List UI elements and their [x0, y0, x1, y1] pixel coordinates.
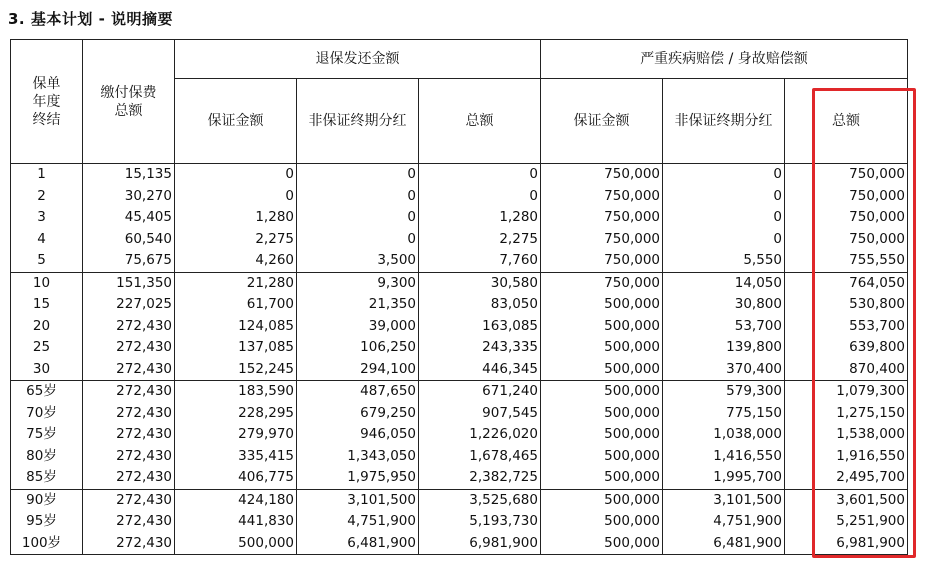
- table-cell: 764,050: [785, 272, 908, 294]
- header-surrender-non-guaranteed: 非保证终期分红: [297, 79, 419, 164]
- table-cell: 500,000: [541, 424, 663, 446]
- table-body: [11, 164, 908, 555]
- table-cell: 750,000: [541, 229, 663, 251]
- table-cell: 39,000: [297, 316, 419, 338]
- table-cell: 243,335: [419, 337, 541, 359]
- table-row: [11, 511, 908, 533]
- table-row: [11, 186, 908, 208]
- table-cell: 5,251,900: [785, 511, 908, 533]
- table-cell: 272,430: [83, 316, 175, 338]
- table-cell: 15,135: [83, 164, 175, 186]
- table-row: [11, 489, 908, 511]
- header-death-guaranteed: 保证金额: [541, 79, 663, 164]
- table-cell: 1,995,700: [663, 467, 785, 489]
- header-surrender-guaranteed: 保证金额: [175, 79, 297, 164]
- table-cell: 21,280: [175, 272, 297, 294]
- table-cell: 1,280: [175, 207, 297, 229]
- table-cell: 4,751,900: [297, 511, 419, 533]
- table-cell: 500,000: [541, 294, 663, 316]
- table-cell: 272,430: [83, 403, 175, 425]
- table-row: [11, 337, 908, 359]
- table-cell: 750,000: [541, 186, 663, 208]
- table-cell: 53,700: [663, 316, 785, 338]
- table-cell: 1,678,465: [419, 446, 541, 468]
- table-cell: 2,382,725: [419, 467, 541, 489]
- table-cell: 5,193,730: [419, 511, 541, 533]
- table-cell: 0: [419, 164, 541, 186]
- header-surrender-group: 退保发还金额: [175, 40, 541, 79]
- table-cell: 500,000: [541, 381, 663, 403]
- table-cell: 20: [11, 316, 83, 338]
- table-cell: 139,800: [663, 337, 785, 359]
- table-cell: 750,000: [785, 207, 908, 229]
- table-cell: 75,675: [83, 250, 175, 272]
- table-row: [11, 316, 908, 338]
- table-cell: 0: [297, 207, 419, 229]
- table-cell: 2,275: [175, 229, 297, 251]
- table-cell: 639,800: [785, 337, 908, 359]
- table-cell: 4: [11, 229, 83, 251]
- table-cell: 0: [297, 186, 419, 208]
- table-cell: 487,650: [297, 381, 419, 403]
- table-cell: 163,085: [419, 316, 541, 338]
- table-cell: 6,481,900: [663, 533, 785, 555]
- table-cell: 272,430: [83, 489, 175, 511]
- table-cell: 500,000: [541, 446, 663, 468]
- table-cell: 1,280: [419, 207, 541, 229]
- table-row: [11, 446, 908, 468]
- table-cell: 530,800: [785, 294, 908, 316]
- table-cell: 25: [11, 337, 83, 359]
- table-cell: 85岁: [11, 467, 83, 489]
- table-cell: 0: [663, 186, 785, 208]
- table-cell: 272,430: [83, 337, 175, 359]
- table-cell: 30,270: [83, 186, 175, 208]
- table-cell: 272,430: [83, 533, 175, 555]
- table-cell: 1,416,550: [663, 446, 785, 468]
- table-cell: 446,345: [419, 359, 541, 381]
- header-surrender-total: 总额: [419, 79, 541, 164]
- table-cell: 30,800: [663, 294, 785, 316]
- table-cell: 14,050: [663, 272, 785, 294]
- header-premium-total: 缴付保费 总额: [83, 40, 175, 164]
- table-cell: 0: [297, 164, 419, 186]
- table-cell: 30: [11, 359, 83, 381]
- table-cell: 5,550: [663, 250, 785, 272]
- table-cell: 1: [11, 164, 83, 186]
- table-cell: 272,430: [83, 381, 175, 403]
- table-cell: 60,540: [83, 229, 175, 251]
- table-cell: 10: [11, 272, 83, 294]
- table-cell: 80岁: [11, 446, 83, 468]
- table-cell: 755,550: [785, 250, 908, 272]
- table-cell: 65岁: [11, 381, 83, 403]
- table-cell: 500,000: [541, 316, 663, 338]
- table-cell: 1,975,950: [297, 467, 419, 489]
- table-cell: 553,700: [785, 316, 908, 338]
- header-policy-year: 保单 年度 终结: [11, 40, 83, 164]
- table-cell: 272,430: [83, 446, 175, 468]
- table-row: [11, 207, 908, 229]
- table-cell: 61,700: [175, 294, 297, 316]
- table-row: [11, 229, 908, 251]
- table-cell: 4,260: [175, 250, 297, 272]
- table-cell: 370,400: [663, 359, 785, 381]
- table-row: [11, 403, 908, 425]
- table-row: [11, 359, 908, 381]
- table-row: [11, 294, 908, 316]
- table-cell: 750,000: [785, 186, 908, 208]
- table-cell: 228,295: [175, 403, 297, 425]
- table-cell: 272,430: [83, 467, 175, 489]
- table-cell: 272,430: [83, 511, 175, 533]
- table-cell: 151,350: [83, 272, 175, 294]
- table-cell: 3: [11, 207, 83, 229]
- table-cell: 0: [663, 207, 785, 229]
- table-cell: 272,430: [83, 424, 175, 446]
- table-cell: 6,981,900: [419, 533, 541, 555]
- table-cell: 441,830: [175, 511, 297, 533]
- table-cell: 500,000: [175, 533, 297, 555]
- table-cell: 0: [175, 186, 297, 208]
- table-row: [11, 250, 908, 272]
- table-cell: 671,240: [419, 381, 541, 403]
- table-cell: 1,916,550: [785, 446, 908, 468]
- section-title: 3. 基本计划 - 说明摘要: [8, 10, 174, 28]
- table-cell: 500,000: [541, 511, 663, 533]
- table-cell: 227,025: [83, 294, 175, 316]
- table-row: [11, 533, 908, 555]
- table-cell: 9,300: [297, 272, 419, 294]
- table-cell: 1,079,300: [785, 381, 908, 403]
- table-cell: 183,590: [175, 381, 297, 403]
- table-cell: 3,525,680: [419, 489, 541, 511]
- table-cell: 500,000: [541, 533, 663, 555]
- table-cell: 750,000: [541, 207, 663, 229]
- table-cell: 0: [663, 229, 785, 251]
- table-cell: 124,085: [175, 316, 297, 338]
- table-cell: 279,970: [175, 424, 297, 446]
- table-row: [11, 272, 908, 294]
- table-cell: 106,250: [297, 337, 419, 359]
- table-cell: 272,430: [83, 359, 175, 381]
- table-cell: 75岁: [11, 424, 83, 446]
- table-cell: 424,180: [175, 489, 297, 511]
- table-cell: 750,000: [785, 164, 908, 186]
- table-cell: 83,050: [419, 294, 541, 316]
- table-cell: 3,101,500: [297, 489, 419, 511]
- table-cell: 2: [11, 186, 83, 208]
- table-cell: 500,000: [541, 489, 663, 511]
- table-cell: 70岁: [11, 403, 83, 425]
- table-cell: 7,760: [419, 250, 541, 272]
- table-cell: 100岁: [11, 533, 83, 555]
- table-cell: 2,495,700: [785, 467, 908, 489]
- table-row: [11, 424, 908, 446]
- table-cell: 45,405: [83, 207, 175, 229]
- table-row: [11, 164, 908, 186]
- table-cell: 3,500: [297, 250, 419, 272]
- table-cell: 21,350: [297, 294, 419, 316]
- table-cell: 90岁: [11, 489, 83, 511]
- table-cell: 679,250: [297, 403, 419, 425]
- table-cell: 0: [663, 164, 785, 186]
- table-cell: 0: [297, 229, 419, 251]
- benefit-summary-table: [10, 39, 908, 555]
- table-cell: 750,000: [541, 250, 663, 272]
- table-cell: 95岁: [11, 511, 83, 533]
- table-cell: 1,038,000: [663, 424, 785, 446]
- table-cell: 137,085: [175, 337, 297, 359]
- table-cell: 1,275,150: [785, 403, 908, 425]
- table-cell: 15: [11, 294, 83, 316]
- table-cell: 6,981,900: [785, 533, 908, 555]
- table-cell: 750,000: [541, 272, 663, 294]
- table-cell: 500,000: [541, 359, 663, 381]
- table-cell: 294,100: [297, 359, 419, 381]
- table-cell: 0: [175, 164, 297, 186]
- table-cell: 335,415: [175, 446, 297, 468]
- header-death-total: 总额: [785, 79, 908, 164]
- table-cell: 1,226,020: [419, 424, 541, 446]
- table-cell: 907,545: [419, 403, 541, 425]
- table-cell: 750,000: [541, 164, 663, 186]
- table-cell: 152,245: [175, 359, 297, 381]
- table-cell: 30,580: [419, 272, 541, 294]
- table-cell: 5: [11, 250, 83, 272]
- table-cell: 4,751,900: [663, 511, 785, 533]
- table-cell: 500,000: [541, 403, 663, 425]
- table-cell: 6,481,900: [297, 533, 419, 555]
- table-cell: 579,300: [663, 381, 785, 403]
- table-cell: 750,000: [785, 229, 908, 251]
- header-death-non-guaranteed: 非保证终期分红: [663, 79, 785, 164]
- table-cell: 946,050: [297, 424, 419, 446]
- table-cell: 3,601,500: [785, 489, 908, 511]
- header-death-group: 严重疾病赔偿 / 身故赔偿额: [541, 40, 908, 79]
- table-cell: 406,775: [175, 467, 297, 489]
- table-cell: 500,000: [541, 337, 663, 359]
- table-cell: 500,000: [541, 467, 663, 489]
- table-cell: 3,101,500: [663, 489, 785, 511]
- table-cell: 1,343,050: [297, 446, 419, 468]
- table-cell: 1,538,000: [785, 424, 908, 446]
- table-cell: 0: [419, 186, 541, 208]
- table-cell: 2,275: [419, 229, 541, 251]
- table-row: [11, 467, 908, 489]
- table-cell: 775,150: [663, 403, 785, 425]
- table-row: [11, 381, 908, 403]
- table-cell: 870,400: [785, 359, 908, 381]
